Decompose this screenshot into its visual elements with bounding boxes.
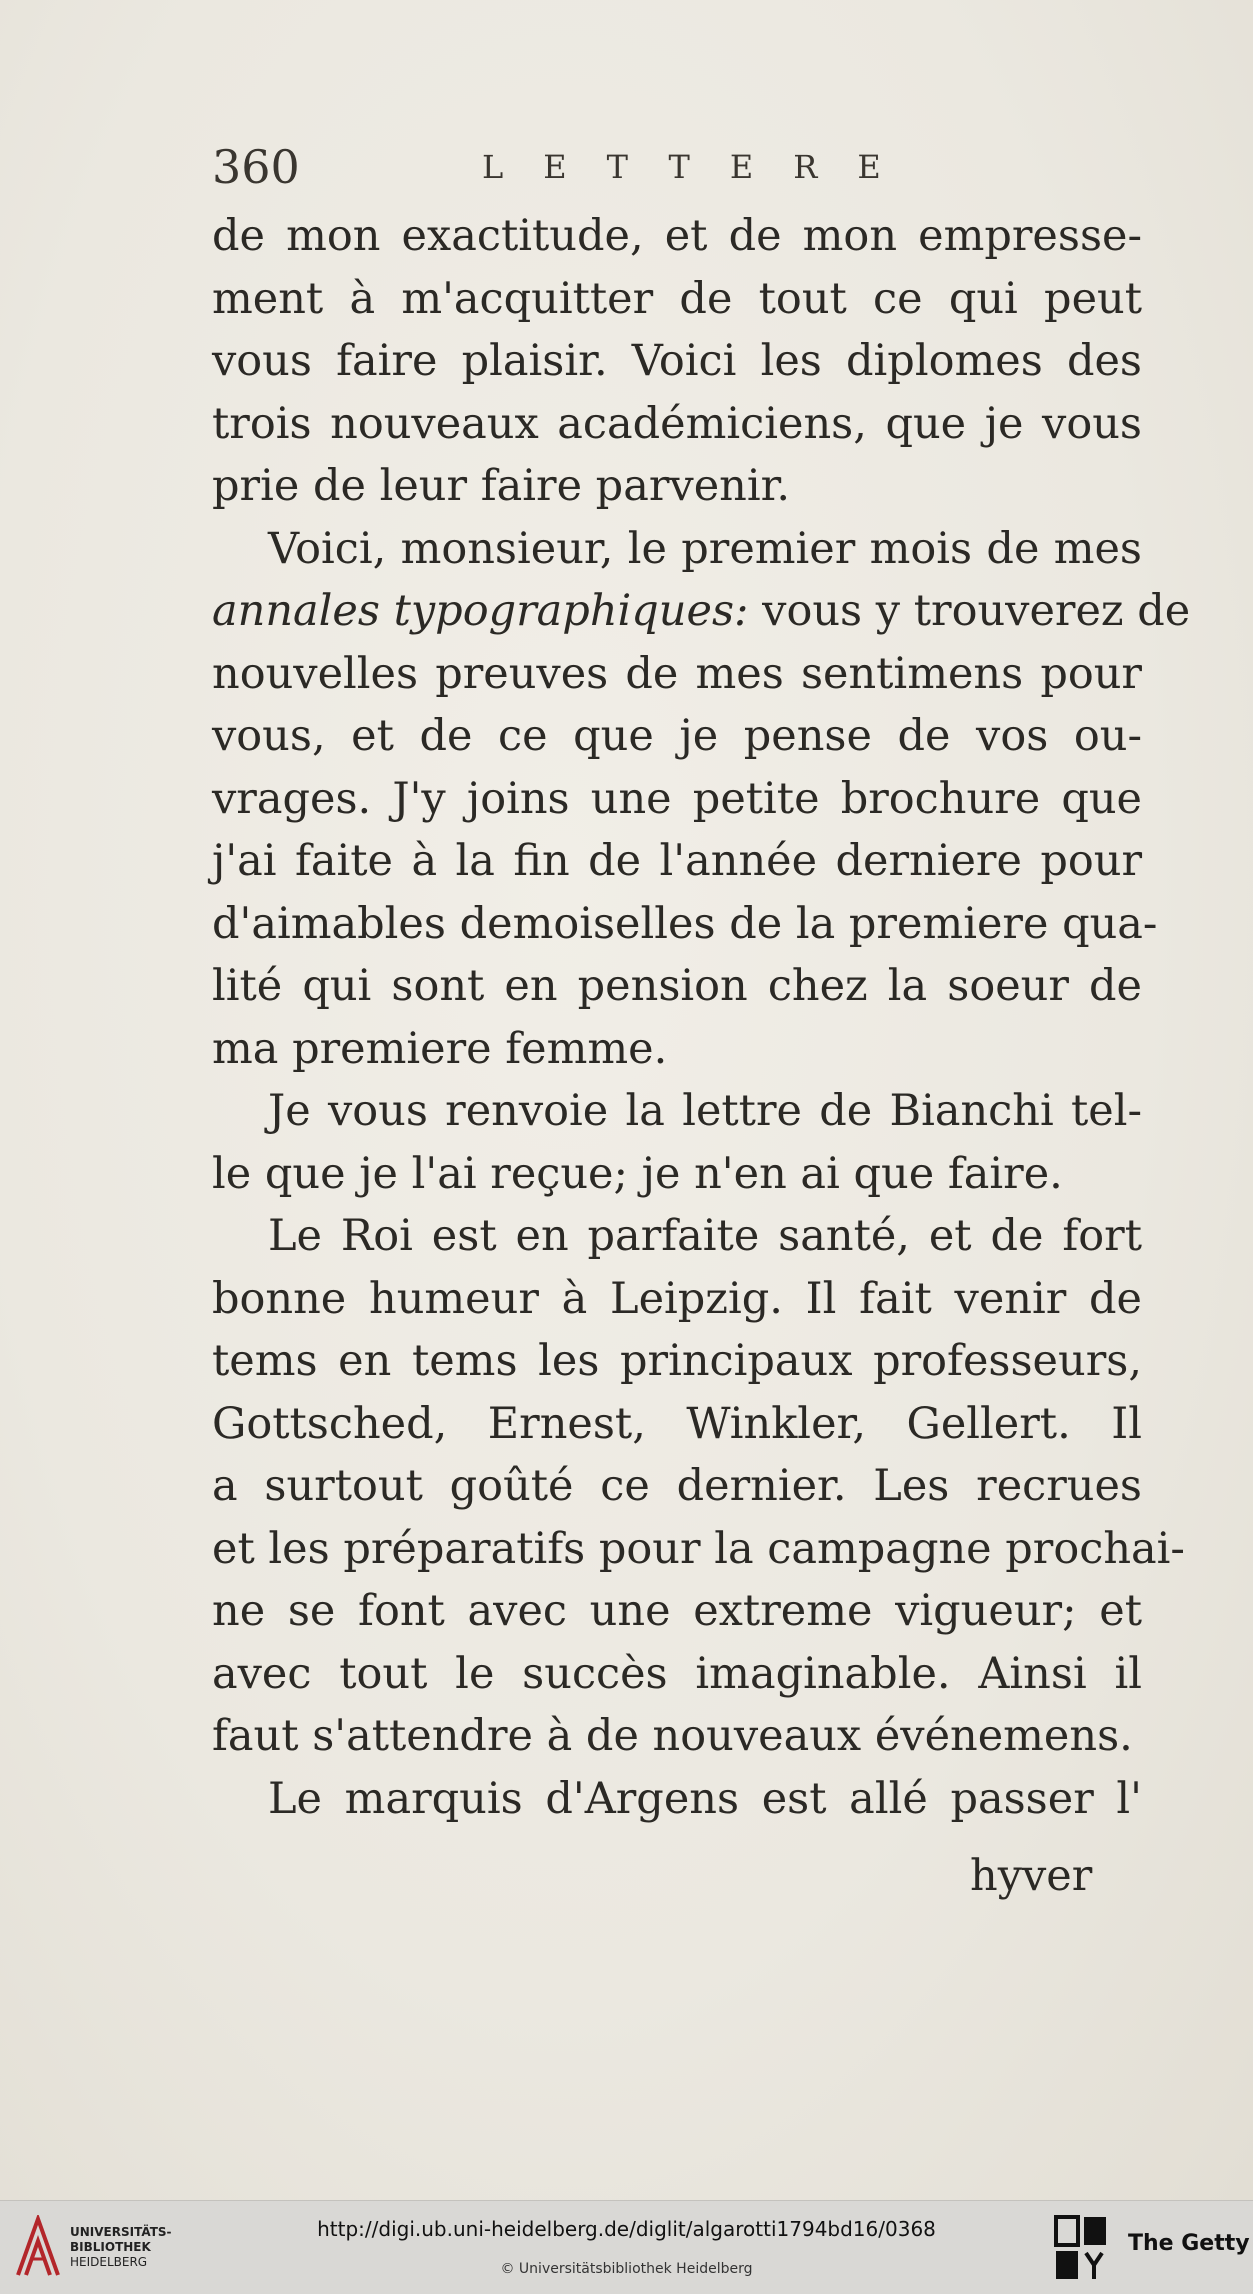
running-title: LETTERE (482, 148, 921, 186)
catchword: hyver (970, 1851, 1093, 1901)
page-number: 360 (212, 140, 300, 194)
library-name-line: HEIDELBERG (70, 2255, 148, 2269)
text-line: avec tout le succès imaginable. Ainsi il (212, 1648, 1142, 1699)
permalink-url[interactable]: http://digi.ub.uni-heidelberg.de/diglit/algarotti1794bd16/0368 (317, 2217, 936, 2241)
text-line: d'aimables demoiselles de la premiere qua- (212, 898, 1158, 949)
text-line: ma premiere femme. (212, 1023, 668, 1074)
italic-title: annales typographiques: (212, 586, 749, 636)
text-line: lité qui sont en pension chez la soeur de (212, 961, 1142, 1011)
text-line: Je vous renvoie la lettre de Bianchi tel- (268, 1086, 1142, 1136)
text-line: Le marquis d'Argens est allé passer l' (268, 1773, 1142, 1824)
text-line: vous faire plaisir. Voici les diplomes des (212, 336, 1142, 386)
library-name-line: BIBLIOTHEK (70, 2240, 151, 2254)
library-name-line: UNIVERSITÄTS- (70, 2225, 172, 2239)
text-line: et les préparatifs pour la campagne prochai- (212, 1523, 1185, 1574)
text-line: le que je l'ai reçue; je n'en ai que faire. (212, 1148, 1063, 1199)
text-line: ne se font avec une extreme vigueur; et (212, 1586, 1142, 1636)
text-line: faut s'attendre à de nouveaux événemens. (212, 1711, 1133, 1761)
page-header (212, 140, 1172, 200)
text-line: tems en tems les principaux professeurs, (212, 1336, 1142, 1386)
text-line: ment à m'acquitter de tout ce qui peut (212, 273, 1142, 324)
footer-bar (0, 2200, 1253, 2294)
getty-name: The Getty (1128, 2231, 1250, 2256)
text-line-italic-start: annales typographiques: vous y trouverez de (212, 586, 1191, 636)
text-line: vrages. J'y joins une petite brochure que (212, 773, 1142, 824)
text-line: vous, et de ce que je pense de vos ou- (212, 711, 1142, 761)
text-line: trois nouveaux académiciens, que je vous (212, 398, 1142, 449)
text-line: a surtout goûté ce dernier. Les recrues (212, 1461, 1142, 1511)
text-line: j'ai faite à la fin de l'année derniere pour (212, 836, 1142, 886)
text-line: bonne humeur à Leipzig. Il fait venir de (212, 1273, 1142, 1324)
text-line: de mon exactitude, et de mon empresse- (212, 211, 1142, 261)
letter-text (212, 205, 1191, 1830)
getty-logo-icon (1054, 2215, 1108, 2281)
text-line: Le Roi est en parfaite santé, et de fort (268, 1211, 1142, 1261)
copyright-notice: © Universitätsbibliothek Heidelberg (500, 2261, 753, 2277)
text-line: Voici, monsieur, le premier mois de mes (268, 523, 1142, 574)
text-line: prie de leur faire parvenir. (212, 461, 791, 511)
text-line: Gottsched, Ernest, Winkler, Gellert. Il (212, 1398, 1142, 1449)
text-line: nouvelles preuves de mes sentimens pour (212, 648, 1142, 699)
